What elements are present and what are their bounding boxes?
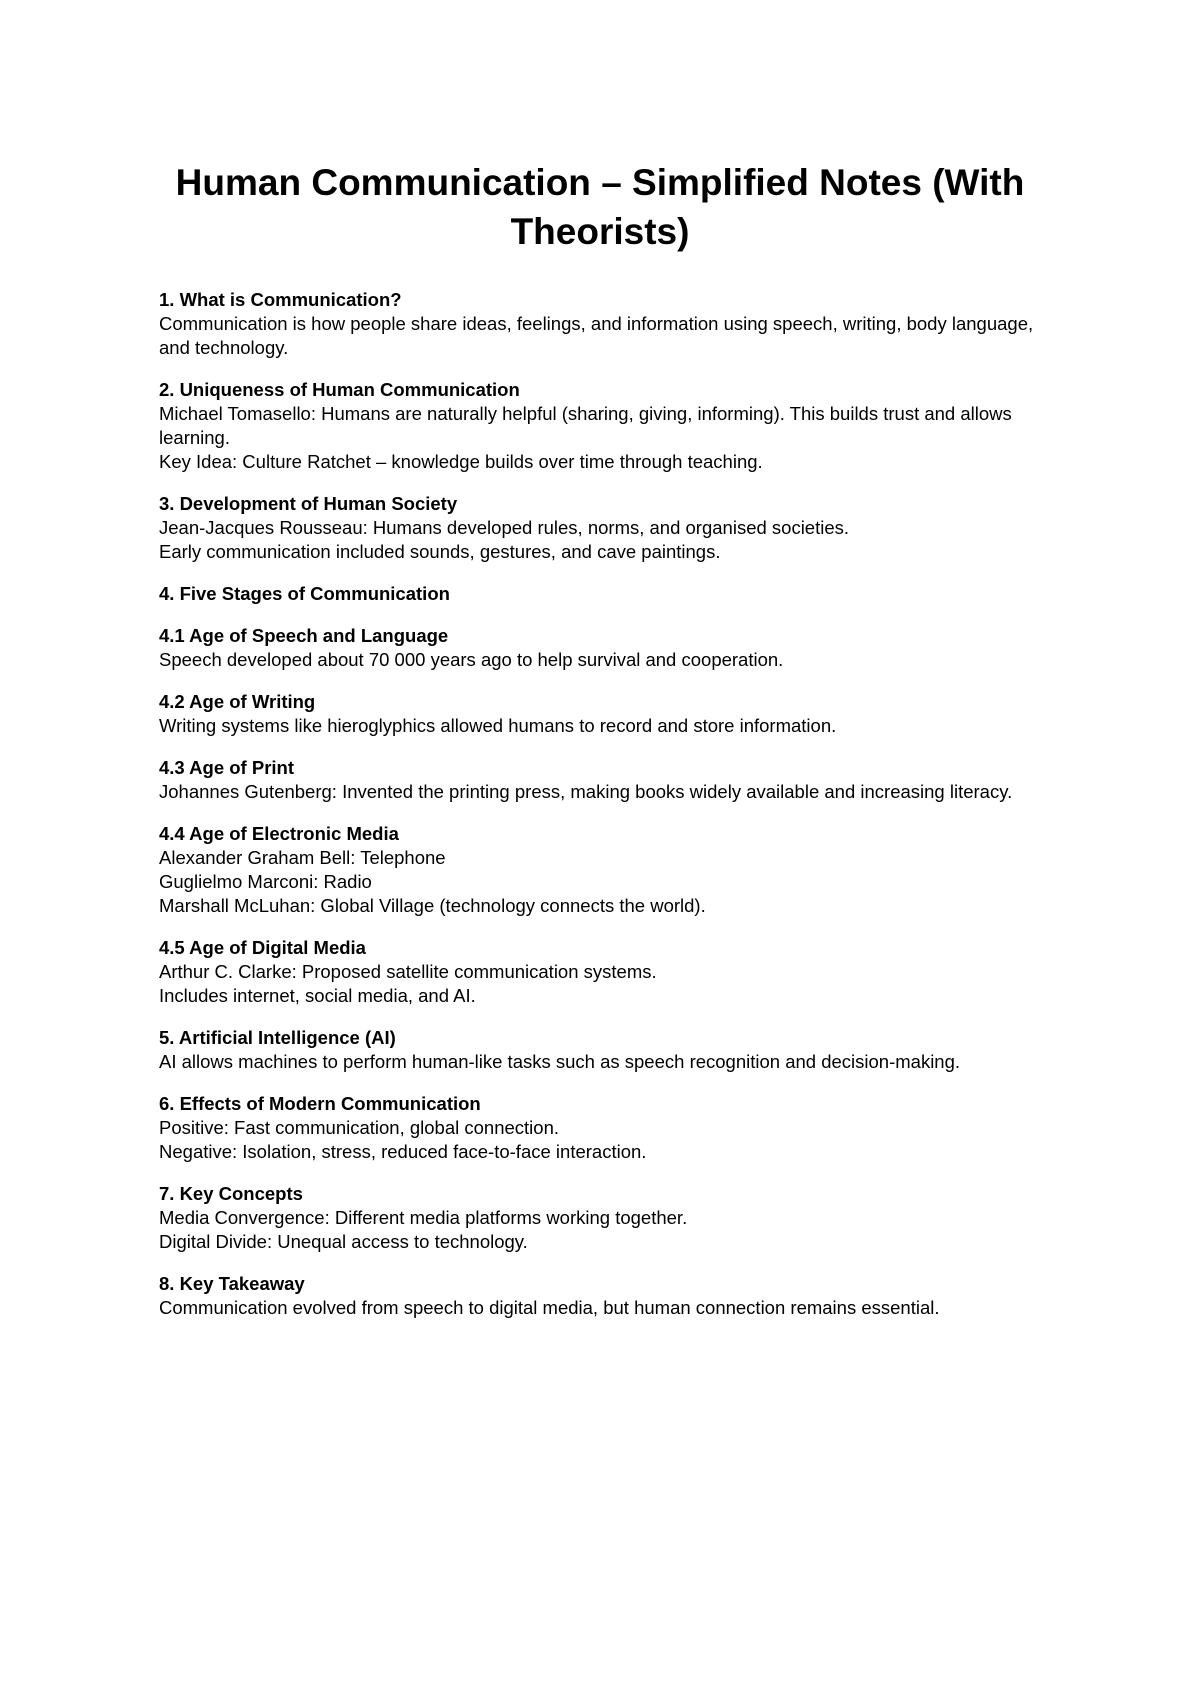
section-heading: 4.1 Age of Speech and Language bbox=[159, 625, 449, 646]
section-age-of-writing bbox=[159, 690, 1059, 738]
section-text: Media Convergence: Different media platforms working together. bbox=[159, 1207, 688, 1228]
section-text: Includes internet, social media, and AI. bbox=[159, 985, 476, 1006]
section-text: Speech developed about 70 000 years ago to help survival and cooperation. bbox=[159, 649, 784, 670]
section-text: Writing systems like hieroglyphics allowed humans to record and store information. bbox=[159, 715, 837, 736]
section-key-takeaway bbox=[159, 1272, 1059, 1320]
section-five-stages bbox=[159, 582, 1059, 606]
section-text: Communication evolved from speech to digital media, but human connection remains essential. bbox=[159, 1297, 940, 1318]
section-heading: 7. Key Concepts bbox=[159, 1183, 303, 1204]
section-text: Jean-Jacques Rousseau: Humans developed rules, norms, and organised societies. bbox=[159, 517, 850, 538]
section-heading: 3. Development of Human Society bbox=[159, 493, 458, 514]
section-text: Arthur C. Clarke: Proposed satellite communication systems. bbox=[159, 961, 657, 982]
section-text: Key Idea: Culture Ratchet – knowledge builds over time through teaching. bbox=[159, 451, 763, 472]
section-text: Michael Tomasello: Humans are naturally helpful (sharing, giving, informing). This builds trust and allows learning. bbox=[159, 403, 1012, 448]
section-text: Positive: Fast communication, global connection. bbox=[159, 1117, 560, 1138]
section-development bbox=[159, 492, 1059, 564]
section-effects-of-modern-communication bbox=[159, 1092, 1059, 1164]
section-heading: 6. Effects of Modern Communication bbox=[159, 1093, 481, 1114]
section-text: Early communication included sounds, gestures, and cave paintings. bbox=[159, 541, 721, 562]
document-body bbox=[159, 288, 1059, 1338]
section-text: Negative: Isolation, stress, reduced face-to-face interaction. bbox=[159, 1141, 647, 1162]
section-text: Johannes Gutenberg: Invented the printing press, making books widely available and increasing literacy. bbox=[159, 781, 1013, 802]
section-age-of-speech bbox=[159, 624, 1059, 672]
section-heading: 4.2 Age of Writing bbox=[159, 691, 316, 712]
section-key-concepts bbox=[159, 1182, 1059, 1254]
section-artificial-intelligence bbox=[159, 1026, 1059, 1074]
section-text: Marshall McLuhan: Global Village (technology connects the world). bbox=[159, 895, 706, 916]
section-heading: 2. Uniqueness of Human Communication bbox=[159, 379, 520, 400]
section-text: AI allows machines to perform human-like tasks such as speech recognition and decision-making. bbox=[159, 1051, 961, 1072]
section-text: Alexander Graham Bell: Telephone bbox=[159, 847, 446, 868]
section-uniqueness bbox=[159, 378, 1059, 474]
section-age-of-digital-media bbox=[159, 936, 1059, 1008]
section-heading: 8. Key Takeaway bbox=[159, 1273, 305, 1294]
section-heading: 4.5 Age of Digital Media bbox=[159, 937, 366, 958]
section-age-of-electronic-media bbox=[159, 822, 1059, 918]
section-heading: 1. What is Communication? bbox=[159, 289, 402, 310]
section-text: Communication is how people share ideas, feelings, and information using speech, writing, body language, and technology. bbox=[159, 313, 1034, 358]
section-heading: 4. Five Stages of Communication bbox=[159, 583, 450, 604]
document-title: Human Communication – Simplified Notes (With Theorists) bbox=[175, 162, 1025, 252]
section-heading: 4.4 Age of Electronic Media bbox=[159, 823, 399, 844]
section-text: Guglielmo Marconi: Radio bbox=[159, 871, 372, 892]
section-age-of-print bbox=[159, 756, 1059, 804]
section-heading: 5. Artificial Intelligence (AI) bbox=[159, 1027, 396, 1048]
section-what-is-communication bbox=[159, 288, 1059, 360]
section-text: Digital Divide: Unequal access to technology. bbox=[159, 1231, 528, 1252]
section-heading: 4.3 Age of Print bbox=[159, 757, 295, 778]
